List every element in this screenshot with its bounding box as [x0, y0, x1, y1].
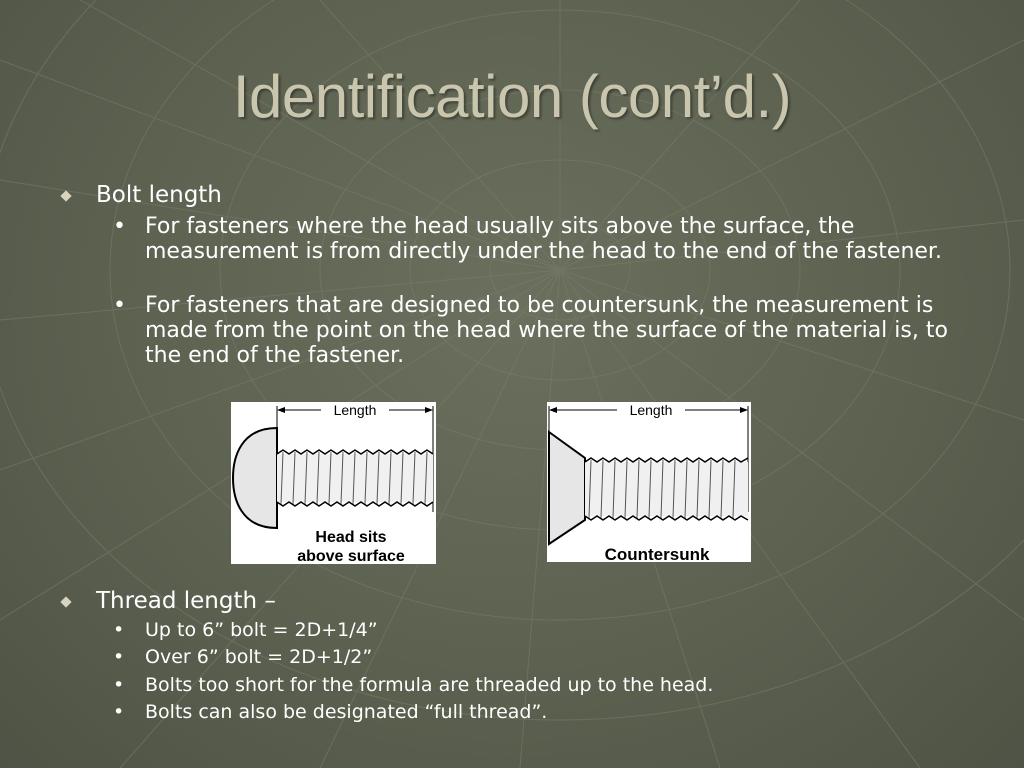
- bullet-dot: •: [113, 646, 125, 668]
- bullet-text: Bolts too short for the formula are threaded up to the head.: [145, 674, 714, 696]
- diamond-bullet-icon: [60, 190, 71, 201]
- bullet-dot: •: [113, 293, 126, 318]
- dimension-label-length: Length: [333, 402, 377, 418]
- bullet-dot: •: [113, 619, 125, 641]
- bullet-item: [113, 700, 547, 724]
- section-heading-bolt-length: [62, 182, 222, 208]
- figure-countersunk: [547, 402, 751, 562]
- section-heading-text: Thread length –: [96, 588, 276, 614]
- bolt-diagram-raised-head: [231, 402, 436, 564]
- slide-title: Identification (cont’d.): [232, 63, 792, 130]
- figure-caption: Countersunk: [604, 545, 710, 562]
- bullet-text: For fasteners where the head usually sits above the surface, the measurement is from directly under the head to the end of the fastener.: [145, 214, 942, 264]
- bullet-item: [113, 293, 973, 368]
- figure-caption-line2: above surface: [297, 548, 405, 564]
- bullet-item: [113, 645, 372, 669]
- bullet-dot: •: [113, 214, 126, 239]
- section-heading-thread-length: [62, 588, 276, 614]
- figure-caption-line1: Head sits: [315, 529, 387, 546]
- diamond-bullet-icon: [60, 596, 71, 607]
- bolt-diagram-countersunk: [547, 402, 751, 562]
- figure-head-above-surface: [231, 402, 436, 564]
- bullet-item: [113, 618, 378, 642]
- dimension-label-length: Length: [629, 402, 673, 418]
- bullet-dot: •: [113, 701, 125, 723]
- section-heading-text: Bolt length: [96, 182, 222, 208]
- bullet-item: [113, 214, 973, 264]
- bullet-text: Over 6” bolt = 2D+1/2”: [145, 646, 373, 668]
- bullet-item: [113, 673, 713, 697]
- bullet-text: For fasteners that are designed to be countersunk, the measurement is made from the point on the head where the surface of the material is, to the end of the fastener.: [145, 293, 948, 368]
- bullet-text: Bolts can also be designated “full thread”.: [145, 701, 548, 723]
- bullet-text: Up to 6” bolt = 2D+1/4”: [145, 619, 378, 641]
- bullet-dot: •: [113, 674, 125, 696]
